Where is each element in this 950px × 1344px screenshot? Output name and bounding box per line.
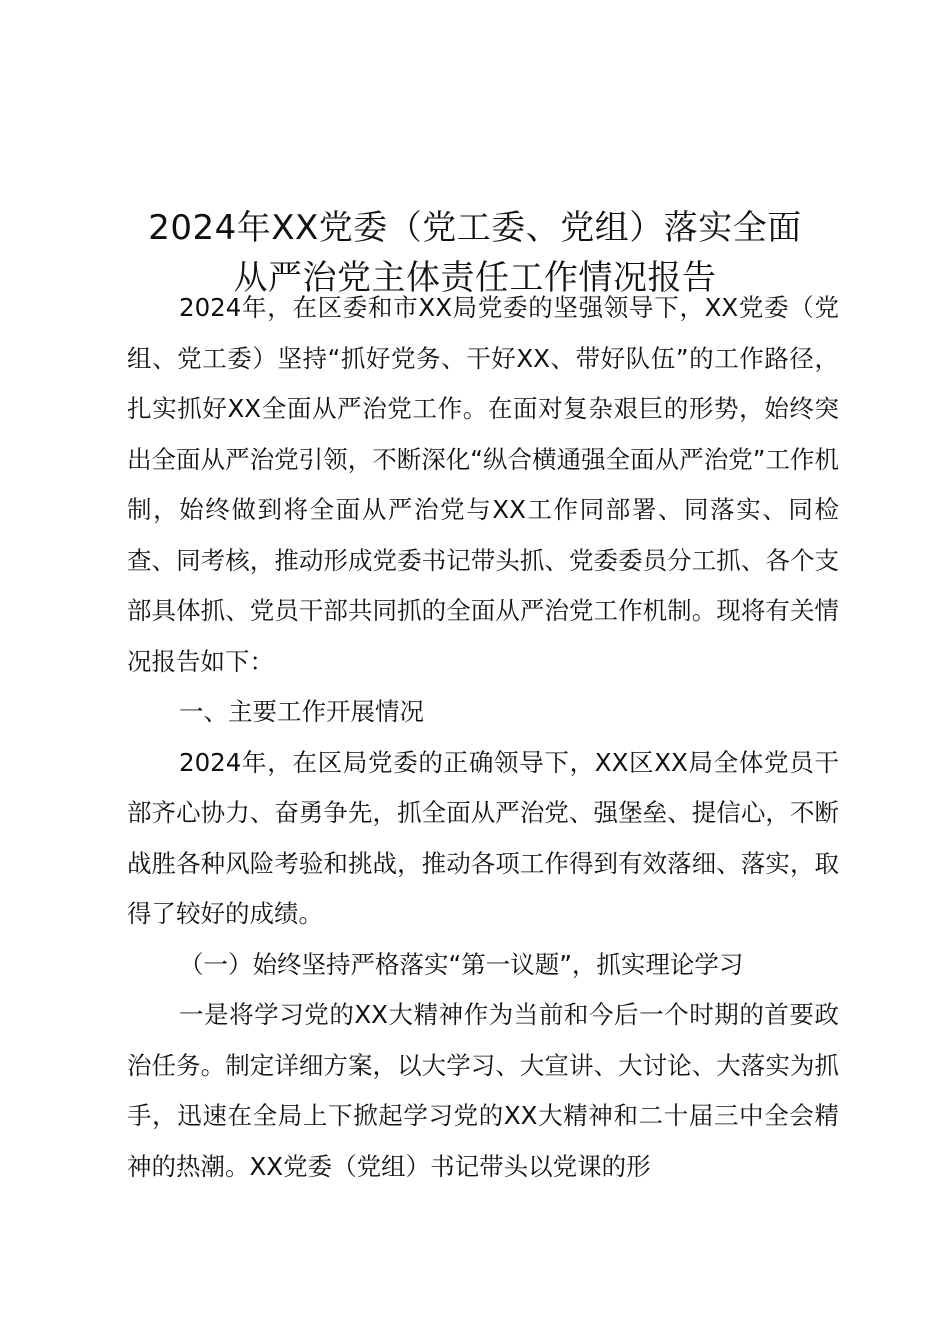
document-body (127, 283, 839, 1192)
title-line-2: 从严治党主体责任工作情况报告 (233, 257, 717, 298)
paragraph-intro: 2024年，在区委和市XX局党委的坚强领导下，XX党委（党组、党工委）坚持“抓好党务、干好XX、带好队伍”的工作路径，扎实抓好XX全面从严治党工作。在面对复杂艰巨的形势，始终突出全面从严治党引领，不断深化“纵合横通强全面从严治党”工作机制，始终做到将全面从严治党与XX工作同部署、同落实、同检查、同考核，推动形成党委书记带头抓、党委委员分工抓、各个支部具体抓、党员干部共同抓的全面从严治党工作机制。现将有关情况报告如下： (127, 293, 839, 676)
paragraph-section-1: 2024年，在区局党委的正确领导下，XX区XX局全体党员干部齐心协力、奋勇争先，抓全面从严治党、强堡垒、提信心，不断战胜各种风险考验和挑战，推动各项工作得到有效落细、落实，取得了较好的成绩。 (127, 747, 839, 928)
title-line-1: 2024年XX党委（党工委、党组）落实全面 (148, 207, 802, 248)
subsection-heading-1: （一）始终坚持严格落实“第一议题”，抓实理论学习 (179, 949, 744, 979)
paragraph-subsection-1: 一是将学习党的XX大精神作为当前和今后一个时期的首要政治任务。制定详细方案，以大学习、大宣讲、大讨论、大落实为抓手，迅速在全局上下掀起学习党的XX大精神和二十届三中全会精神的热潮。XX党委（党组）书记带头以党课的形 (127, 1000, 839, 1181)
section-heading-1: 一、主要工作开展情况 (179, 697, 424, 726)
